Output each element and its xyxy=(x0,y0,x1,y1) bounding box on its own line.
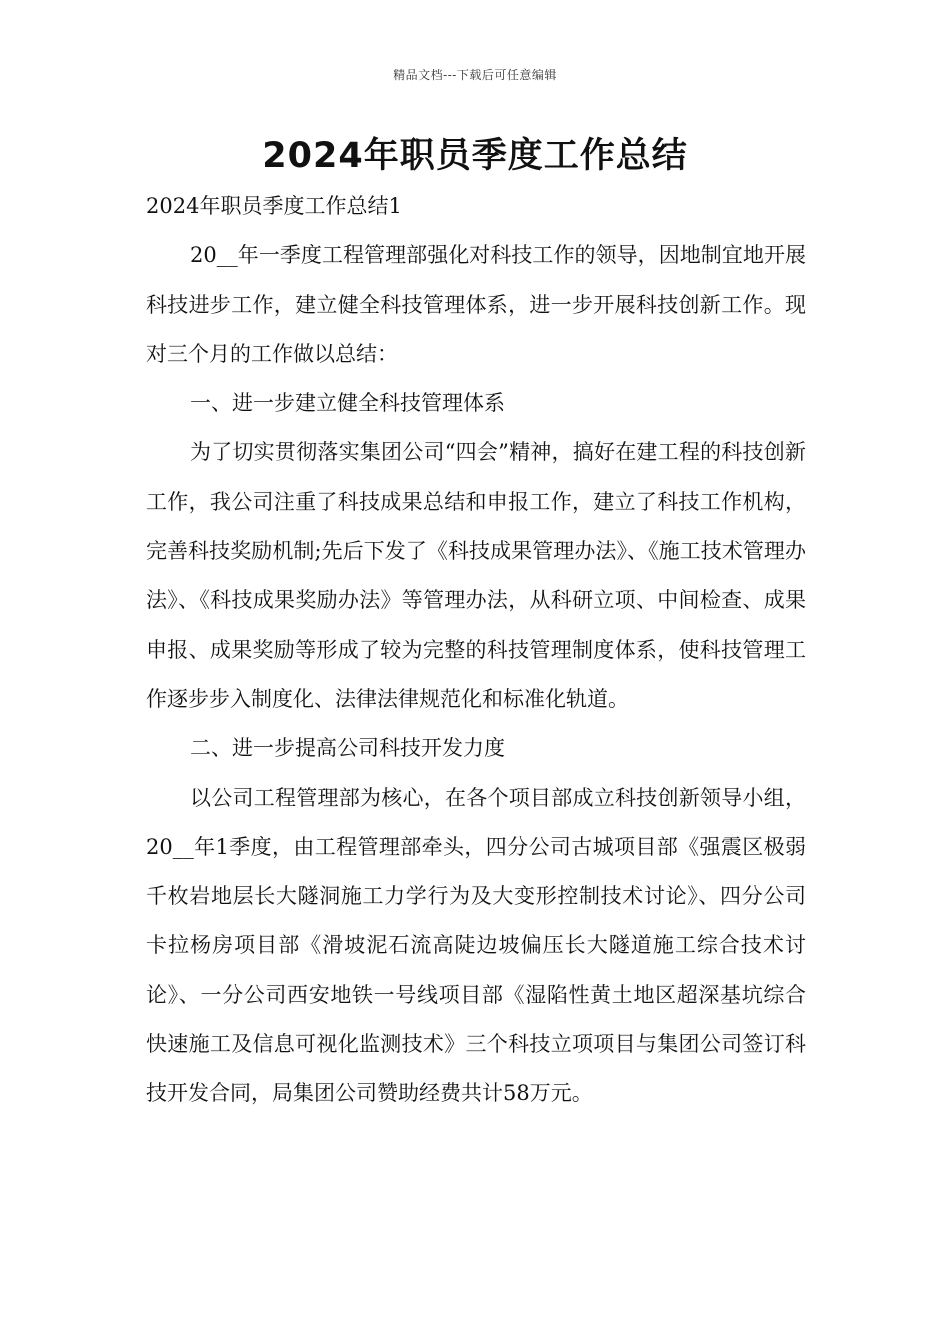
document-body xyxy=(146,182,806,1119)
paragraph-intro: 20__年一季度工程管理部强化对科技工作的领导，因地制宜地开展科技进步工作，建立健全科技管理体系，进一步开展科技创新工作。现对三个月的工作做以总结： xyxy=(146,243,806,366)
paragraph-section-2: 以公司工程管理部为核心，在各个项目部成立科技创新领导小组，20__年1季度，由工程管理部牵头，四分公司古城项目部《强震区极弱千枚岩地层长大隧洞施工力学行为及大变形控制技术讨论》、四分公司卡拉杨房项目部《滑坡泥石流高陡边坡偏压长大隧道施工综合技术讨论》、一分公司西安地铁一号线项目部《湿陷性黄土地区超深基坑综合快速施工及信息可视化监测技术》三个科技立项项目与集团公司签订科技开发合同，局集团公司赞助经费共计58万元。 xyxy=(146,785,806,1106)
document-title: 2024年职员季度工作总结 xyxy=(262,136,688,176)
paragraph-section-1: 为了切实贯彻落实集团公司“四会”精神，搞好在建工程的科技创新工作，我公司注重了科技成果总结和申报工作，建立了科技工作机构，完善科技奖励机制;先后下发了《科技成果管理办法》、《施工技术管理办法》、《科技成果奖励办法》等管理办法，从科研立项、中间检查、成果申报、成果奖励等形成了较为完整的科技管理制度体系，使科技管理工作逐步步入制度化、法律法律规范化和标准化轨道。 xyxy=(146,440,806,711)
page-header: 精品文档---下载后可任意编辑 xyxy=(393,68,557,82)
section-heading-2: 二、进一步提高公司科技开发力度 xyxy=(190,736,505,761)
section-heading-1: 一、进一步建立健全科技管理体系 xyxy=(190,391,505,416)
document-subtitle: 2024年职员季度工作总结1 xyxy=(146,194,402,218)
